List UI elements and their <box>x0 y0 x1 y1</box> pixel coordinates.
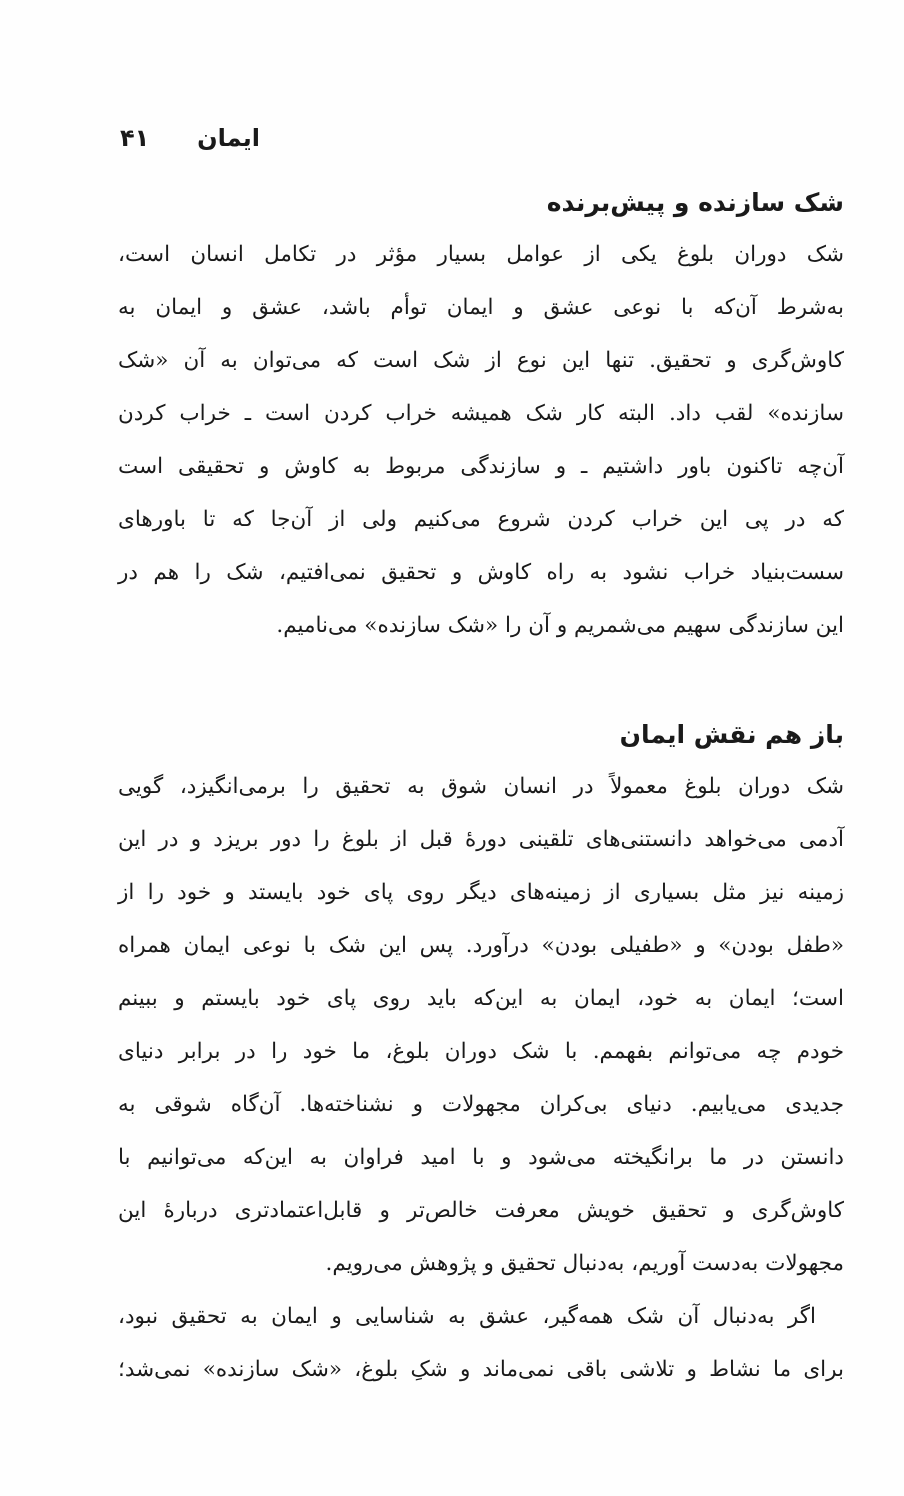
text-line: که در پی این خراب کردن شروع می‌کنیم ولی از آن‌جا که تا باورهای <box>118 507 844 532</box>
text-line: اگر به‌دنبال آن شک همه‌گیر، عشق به شناسایی و ایمان به تحقیق نبود، <box>118 1304 816 1329</box>
page-body <box>118 178 844 1396</box>
text-line: خودم چه می‌توانم بفهمم. با شک دوران بلوغ، ما خود را در برابر دنیای <box>118 1039 844 1064</box>
section-gap <box>118 652 844 710</box>
section-heading: باز هم نقش ایمان <box>619 720 844 749</box>
text-line: سست‌بنیاد خراب نشود به راه کاوش و تحقیق نمی‌افتیم، شک را هم در <box>118 560 844 585</box>
text-line: «طفل بودن» و «طفیلی بودن» درآورد. پس این شک با نوعی ایمان همراه <box>118 933 844 958</box>
text-line: جدیدی می‌یابیم. دنیای بی‌کران مجهولات و نشناخته‌ها. آن‌گاه شوقی به <box>118 1092 844 1117</box>
text-line: کاوش‌گری و تحقیق خویش معرفت خالص‌تر و قابل‌اعتمادتری دربارهٔ این <box>118 1198 844 1223</box>
text-line: شک دوران بلوغ یکی از عوامل بسیار مؤثر در تکامل انسان است، <box>118 242 844 267</box>
text-line: این سازندگی سهیم می‌شمریم و آن را «شک سازنده» می‌نامیم. <box>276 613 844 638</box>
text-line: آن‌چه تاکنون باور داشتیم ـ و سازندگی مربوط به کاوش و تحقیقی است <box>118 454 844 479</box>
page-number: ۴۱ <box>120 124 150 152</box>
text-line: کاوش‌گری و تحقیق. تنها این نوع از شک است که می‌توان به آن «شک <box>118 348 844 373</box>
text-line: است؛ ایمان به خود، ایمان به این‌که باید روی پای خود بایستم و ببینم <box>118 986 844 1011</box>
text-line: زمینه نیز مثل بسیاری از زمینه‌های دیگر روی پای خود بایستد و خود را از <box>118 880 844 905</box>
running-head-title: ایمان <box>197 124 260 152</box>
text-line: شک دوران بلوغ معمولاً در انسان شوق به تحقیق را برمی‌انگیزد، گویی <box>118 774 844 799</box>
paragraph <box>118 760 844 1290</box>
text-line: به‌شرط آن‌که با نوعی عشق و ایمان توأم باشد، عشق و ایمان به <box>118 295 844 320</box>
text-line: برای ما نشاط و تلاشی باقی نمی‌ماند و شکِ بلوغ، «شک سازنده» نمی‌شد؛ <box>118 1357 844 1382</box>
text-line: سازنده» لقب داد. البته کار شک همیشه خراب کردن است ـ خراب کردن <box>118 401 844 426</box>
paragraph <box>118 228 844 652</box>
text-line: مجهولات به‌دست آوریم، به‌دنبال تحقیق و پژوهش می‌رویم. <box>325 1251 844 1276</box>
paragraph <box>118 1290 844 1396</box>
running-head <box>120 118 260 158</box>
text-line: آدمی می‌خواهد دانستنی‌های تلقینی دورهٔ قبل از بلوغ را دور بریزد و در این <box>118 827 844 852</box>
text-line: دانستن در ما برانگیخته می‌شود و با امید فراوان به این‌که می‌توانیم با <box>118 1145 844 1170</box>
section-heading: شک سازنده و پیش‌برنده <box>546 188 844 217</box>
